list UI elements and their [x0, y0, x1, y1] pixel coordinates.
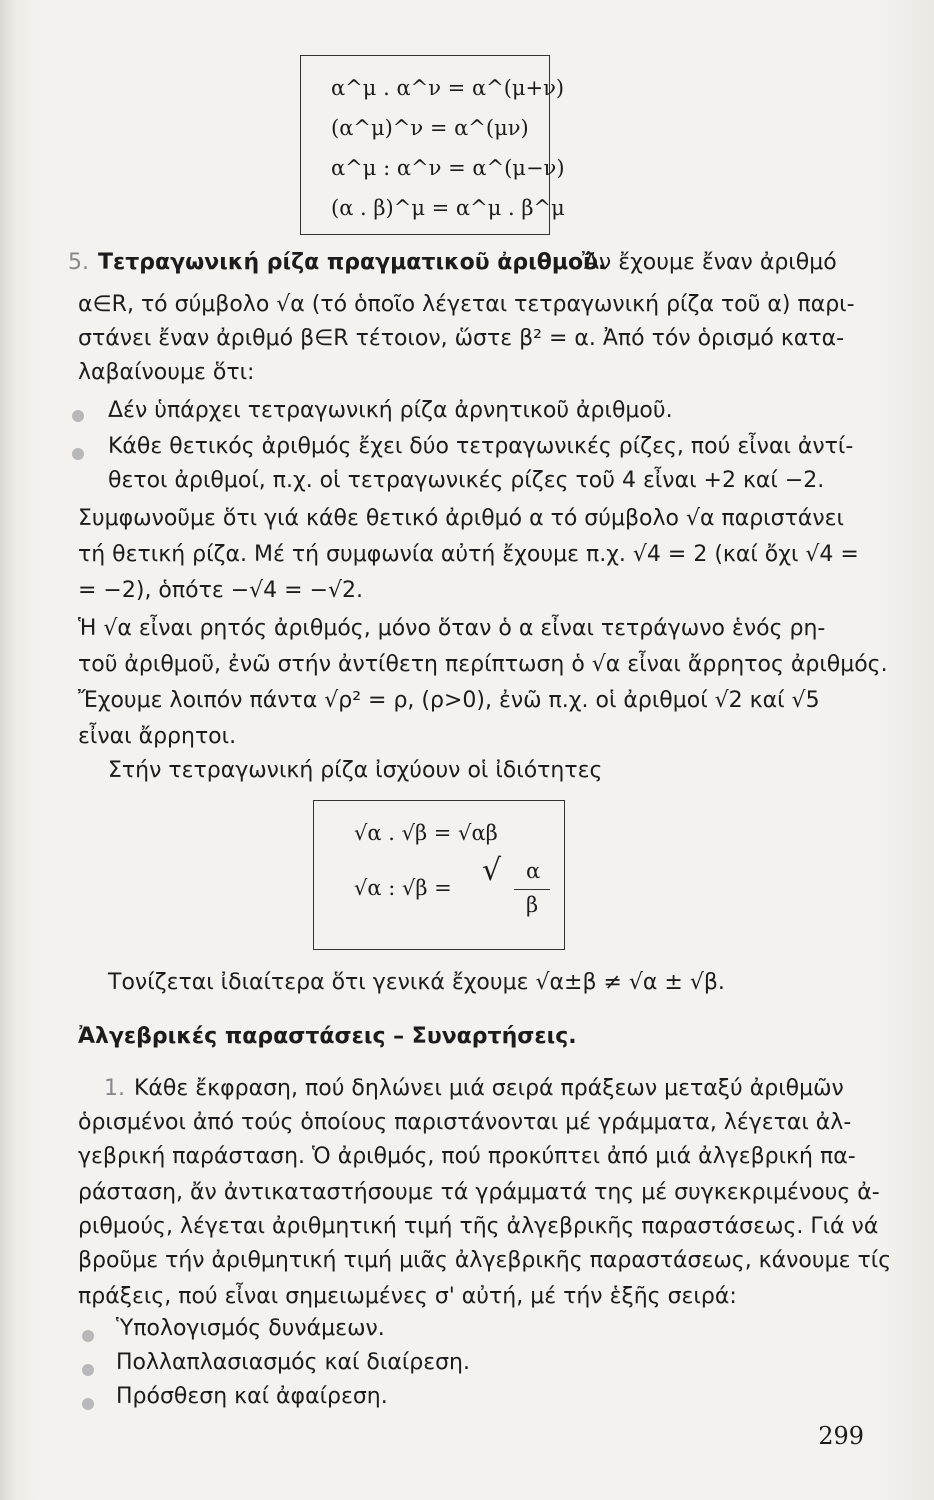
- text-line: τοῦ ἀριθμοῦ, ἐνῶ στήν ἀντίθετη περίπτωση ὁ √α εἶναι ἄρρητος ἀριθμός.: [78, 652, 888, 677]
- formula-line: (α . β)^μ = α^μ . β^μ: [331, 196, 565, 220]
- text-line: α∈R, τό σύμβολο √α (τό ὁποῖο λέγεται τετραγωνική ρίζα τοῦ α) παρι-: [78, 292, 855, 317]
- text-line: Στήν τετραγωνική ρίζα ἰσχύουν οἱ ἰδιότητες: [108, 758, 603, 783]
- text-line: πράξεις, πού εἶναι σημειωμένες σ' αὐτή, μέ τήν ἑξῆς σειρά:: [78, 1284, 737, 1309]
- text-line: βροῦμε τήν ἀριθμητική τιμή μιᾶς ἀλγεβρικῆς παραστάσεως, κάνουμε τίς: [78, 1248, 892, 1273]
- text-line: ριθμούς, λέγεται ἀριθμητική τιμή τῆς ἀλγεβρικῆς παραστάσεως. Γιά νά: [78, 1214, 879, 1239]
- text-line: στάνει ἔναν ἀριθμό β∈R τέτοιον, ὥστε β² = α. Ἀπό τόν ὁρισμό κατα-: [78, 326, 845, 351]
- section-number: 5.: [68, 250, 89, 275]
- text-line: Κάθε ἔκφραση, πού δηλώνει μιά σειρά πράξεων μεταξύ ἀριθμῶν: [134, 1076, 844, 1101]
- section-heading: Ἀλγεβρικές παραστάσεις – Συναρτήσεις.: [78, 1024, 577, 1049]
- formula-line: √α : √β =: [354, 876, 452, 900]
- bullet-icon: [82, 1364, 94, 1376]
- bullet-icon: [82, 1330, 94, 1342]
- text-line: Ἔχουμε λοιπόν πάντα √ρ² = ρ, (ρ>0), ἐνῶ π.χ. οἱ ἀριθμοί √2 καί √5: [78, 688, 820, 713]
- note-line: Τονίζεται ἰδιαίτερα ὅτι γενικά ἔχουμε √α±β ≠ √α ± √β.: [108, 970, 725, 995]
- bullet-text: Κάθε θετικός ἀριθμός ἔχει δύο τετραγωνικές ρίζες, πού εἶναι ἀντί-: [108, 434, 854, 459]
- text-line: Ἡ √α εἶναι ρητός ἀριθμός, μόνο ὅταν ὁ α εἶναι τετράγωνο ἑνός ρη-: [78, 616, 826, 641]
- text-line: γεβρική παράσταση. Ὁ ἀριθμός, πού προκύπτει ἀπό μιά ἀλγεβρική πα-: [78, 1144, 856, 1169]
- text-line: Ἄν ἔχουμε ἔναν ἀριθμό: [582, 250, 837, 275]
- text-line: Συμφωνοῦμε ὅτι γιά κάθε θετικό ἀριθμό α τό σύμβολο √α παριστάνει: [78, 506, 844, 531]
- formula-line: √α . √β = √αβ: [354, 821, 498, 845]
- page-number: 299: [818, 1422, 864, 1450]
- bullet-icon: [72, 410, 84, 422]
- text-line: = −2), ὁπότε −√4 = −√2.: [78, 578, 364, 603]
- fraction-denominator: β: [526, 893, 539, 917]
- formula-line: (α^μ)^ν = α^(μν): [331, 116, 529, 140]
- exponent-rules-box: [300, 55, 565, 235]
- text-line: ὁρισμένοι ἀπό τούς ὁποίους παριστάνονται μέ γράμματα, λέγεται ἀλ-: [78, 1110, 852, 1135]
- text-line: τή θετική ρίζα. Μέ τή συμφωνία αὐτή ἔχουμε π.χ. √4 = 2 (καί ὄχι √4 =: [78, 542, 859, 567]
- bullet-text: Πολλαπλασιασμός καί διαίρεση.: [116, 1350, 470, 1375]
- fraction-root: √: [482, 853, 502, 888]
- bullet-icon: [72, 448, 84, 460]
- section-title: Τετραγωνική ρίζα πραγματικοῦ ἀριθμοῦ.: [98, 250, 607, 275]
- text-line: λαβαίνουμε ὅτι:: [78, 360, 255, 385]
- bullet-text: Δέν ὑπάρχει τετραγωνική ρίζα ἀρνητικοῦ ἀριθμοῦ.: [108, 398, 673, 423]
- formula-line: α^μ . α^ν = α^(μ+ν): [331, 76, 565, 100]
- bullet-icon: [82, 1398, 94, 1410]
- text-line: ράσταση, ἄν ἀντικαταστήσουμε τά γράμματά της μέ συγκεκριμένους ἀ-: [78, 1180, 880, 1205]
- root-properties-box: [313, 800, 565, 950]
- bullet-text: Ὑπολογισμός δυνάμεων.: [116, 1316, 385, 1341]
- fraction-numerator: α: [526, 859, 541, 883]
- bullet-text: Πρόσθεση καί ἀφαίρεση.: [116, 1384, 388, 1409]
- fraction-bar: [514, 889, 550, 890]
- formula-line: α^μ : α^ν = α^(μ−ν): [331, 156, 565, 180]
- section-number: 1.: [104, 1076, 125, 1101]
- text-line: εἶναι ἄρρητοι.: [78, 724, 237, 749]
- bullet-text: θετοι ἀριθμοί, π.χ. οἱ τετραγωνικές ρίζες τοῦ 4 εἶναι +2 καί −2.: [108, 468, 825, 493]
